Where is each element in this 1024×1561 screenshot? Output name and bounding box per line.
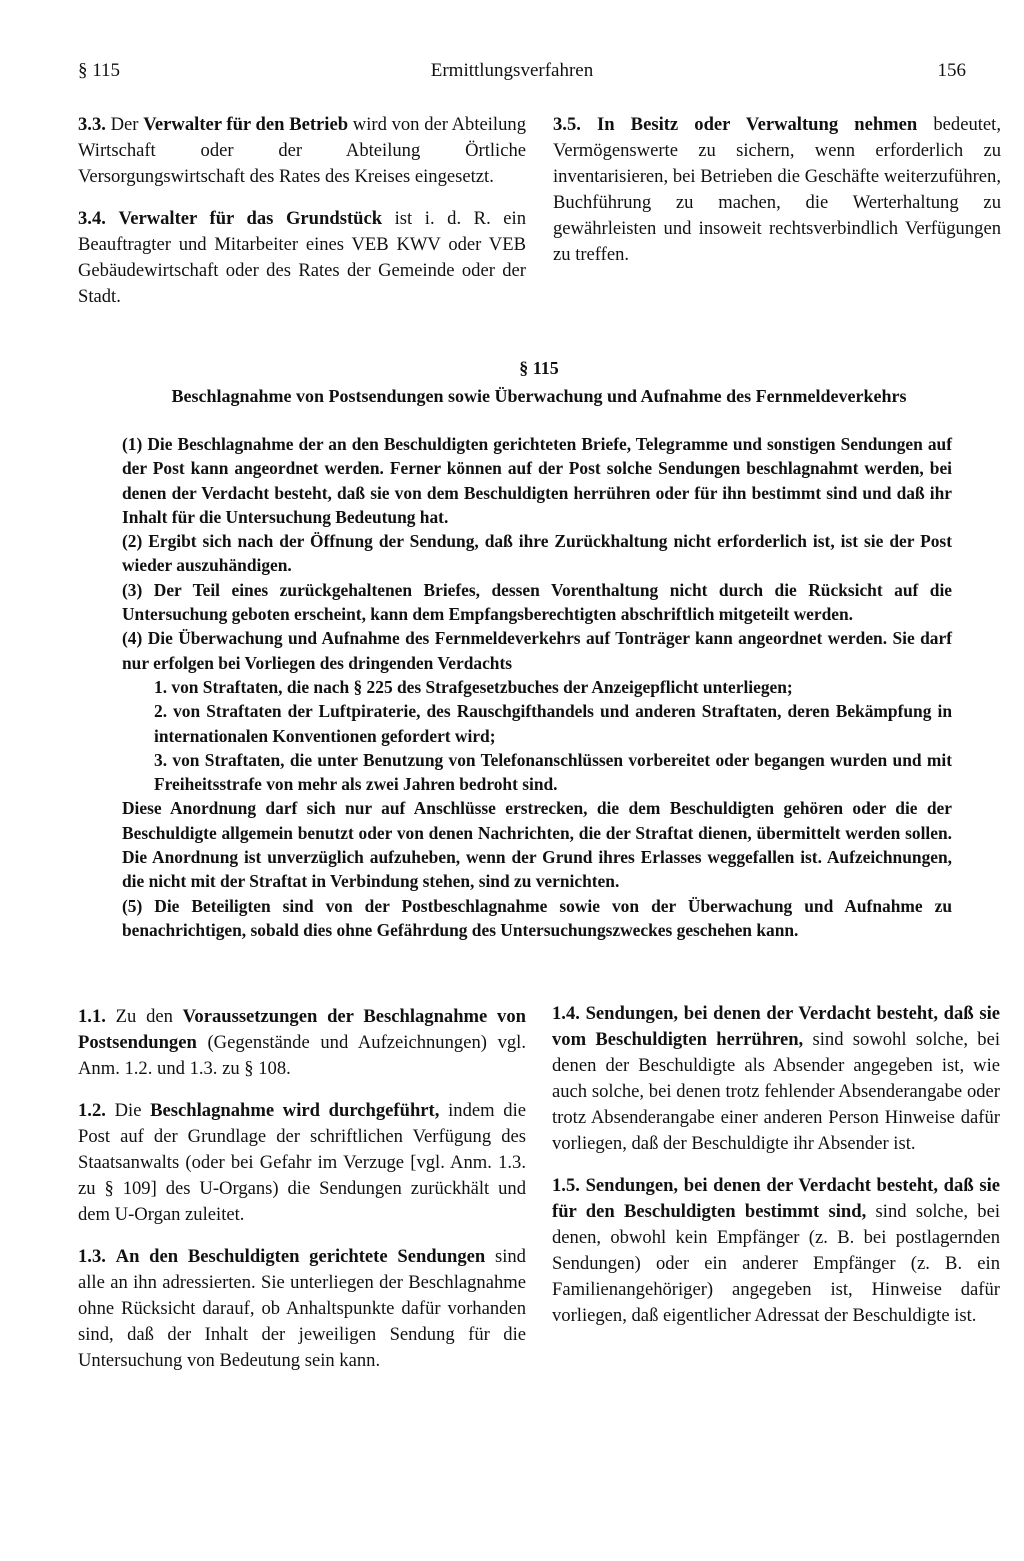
commentary-note xyxy=(552,1001,1000,1157)
statute-list-item: 1. von Straftaten, die nach § 225 des Strafgesetzbuches der Anzeigepflicht unterliegen; xyxy=(154,676,793,697)
statute-paragraph: (1) Die Beschlagnahme der an den Beschuldigten gerichteten Briefe, Telegramme und sonstigen Sendungen auf der Post kann angeordnet werden. Ferner können auf der Post solche Sendungen beschlagnahmt werden, bei denen der Verdacht besteht, daß sie von dem Beschuldigten herrühren oder für ihn bestimmt sind und daß ihr Inhalt für die Untersuchung Bedeutung hat. xyxy=(122,434,952,527)
note-number: 1.3. xyxy=(78,1246,106,1267)
running-head-section: § 115 xyxy=(78,60,121,81)
statute-paragraph: (5) Die Beteiligten sind von der Postbeschlagnahme sowie von der Überwachung und Aufnahme zu benachrichtigen, sobald dies ohne Gefährdung des Untersuchungszweckes geschehen kann. xyxy=(122,895,952,940)
commentary-note xyxy=(78,1004,526,1082)
commentary-top-right-column xyxy=(553,112,1001,284)
commentary-top-left-column xyxy=(78,112,526,326)
section-heading xyxy=(78,354,1000,410)
note-text: sind alle an ihn adressierten. Sie unterliegen der Beschlagnahme ohne Rücksicht darauf, ob Anhaltspunkte dafür vorhanden sind, daß der Inhalt der jeweiligen Sendung für die Untersuchung von Bedeutung sein kann. xyxy=(78,1246,526,1371)
commentary-note xyxy=(78,1098,526,1228)
note-emphasis: Voraussetzungen der Beschlagnahme von Postsendungen xyxy=(78,1006,526,1053)
statute-paragraph: (4) Die Überwachung und Aufnahme des Fernmeldeverkehrs auf Tonträger kann angeordnet werden. Sie darf nur erfolgen bei Vorliegen des dringenden Verdachts xyxy=(122,628,952,673)
note-text: Der xyxy=(110,114,144,135)
statute-paragraph: (3) Der Teil eines zurückgehaltenen Briefes, dessen Vorenthaltung nicht durch die Rücksicht auf die Untersuchung geboten erscheint, kann dem Empfangsberechtigten abschriftlich mitgeteilt werden. xyxy=(122,579,952,625)
note-number: 1.4. xyxy=(552,1003,580,1024)
note-emphasis: An den Beschuldigten gerichtete Sendungen xyxy=(115,1246,486,1267)
note-text: ist i. d. R. ein Beauftragter und Mitarbeiter eines VEB KWV oder VEB Gebäudewirtschaft oder des Rates der Gemeinde oder der Stadt. xyxy=(78,208,526,307)
statute-list-item: 2. von Straftaten der Luftpiraterie, des Rauschgifthandels und anderen Straftaten, deren Bekämpfung in internationalen Konventionen gefordert wird; xyxy=(154,701,952,746)
note-text: (Gegenstände und Aufzeichnungen) vgl. Anm. 1.2. und 1.3. zu § 108. xyxy=(78,1032,526,1079)
page-number: 156 xyxy=(937,60,966,81)
note-number: 3.3. xyxy=(78,114,106,135)
note-emphasis: In Besitz oder Verwaltung nehmen xyxy=(597,114,918,135)
commentary-note xyxy=(78,206,526,310)
commentary-note xyxy=(78,1244,526,1374)
note-number: 1.2. xyxy=(78,1100,106,1121)
statute-paragraph: Diese Anordnung darf sich nur auf Anschlüsse erstrecken, die dem Beschuldigten gehören oder die der Beschuldigte allgemein benutzt oder von denen Nachrichten, die der Straftat dienen, übermittelt werden sollen. Die Anordnung ist unverzüglich aufzuheben, wenn der Grund ihres Erlasses weggefallen ist. Aufzeichnungen, die nicht mit der Straftat in Verbindung stehen, sind zu vernichten. xyxy=(122,798,952,892)
note-text: wird von der Abteilung Wirtschaft oder der Abteilung Örtliche Versorgungswirtschaft des Rates des Kreises eingesetzt. xyxy=(78,114,526,187)
note-text: indem die Post auf der Grundlage der schriftlichen Verfügung des Staatsanwalts (oder bei Gefahr im Verzuge [vgl. Anm. 1.3. zu § 109] des U-Organs) die Sendungen zurückhält und dem U-Organ zuleitet. xyxy=(78,1100,526,1225)
note-text: sind solche, bei denen, obwohl kein Empfänger (z. B. bei postlagernden Sendungen) oder ein anderer Empfänger (z. B. ein Familienangehöriger) angegeben ist, Hinweise dafür vorliegen, daß eigentlicher Adressat der Beschuldigte ist. xyxy=(552,1201,1000,1326)
commentary-note xyxy=(553,112,1001,268)
commentary-note xyxy=(552,1173,1000,1329)
commentary-bottom-left-column xyxy=(78,1004,526,1390)
running-head-title: Ermittlungsverfahren xyxy=(430,60,594,81)
note-emphasis: Verwalter für das Grundstück xyxy=(118,208,383,229)
statute-paragraph: (2) Ergibt sich nach der Öffnung der Sendung, daß ihre Zurückhaltung nicht erforderlich ist, ist sie der Post wieder auszuhändigen. xyxy=(122,531,952,576)
commentary-bottom-right-column xyxy=(552,1001,1000,1345)
note-number: 3.4. xyxy=(78,208,106,229)
note-number: 1.5. xyxy=(552,1175,580,1196)
section-number: § 115 xyxy=(519,358,559,378)
note-text: Zu den xyxy=(115,1006,183,1027)
statute-text xyxy=(122,432,952,942)
note-text: sind sowohl solche, bei denen der Beschuldigte als Absender angegeben ist, wie auch solche, bei denen trotz fehlender Absenderangabe oder trotz Absenderangabe einer anderen Person Hinweise dafür vorliegen, daß der Beschuldigte ihr Absender ist. xyxy=(552,1029,1000,1154)
note-text: bedeutet, Vermögenswerte zu sichern, wenn erforderlich zu inventarisieren, bei Betrieben die Geschäfte weiterzuführen, Buchführung zu machen, die Werterhaltung zu gewährleisten und insoweit rechtsverbindlich Verfügungen zu treffen. xyxy=(553,114,1001,265)
note-number: 1.1. xyxy=(78,1006,106,1027)
section-title: Beschlagnahme von Postsendungen sowie Überwachung und Aufnahme des Fernmeldeverkehrs xyxy=(171,386,907,406)
statute-list-item: 3. von Straftaten, die unter Benutzung von Telefonanschlüssen vorbereitet oder begangen wurden und mit Freiheitsstrafe von mehr als zwei Jahren bedroht sind. xyxy=(154,749,952,795)
note-emphasis: Sendungen, bei denen der Verdacht besteht, daß sie für den Beschuldigten bestimmt sind, xyxy=(552,1175,1000,1222)
note-number: 3.5. xyxy=(553,114,581,135)
commentary-note xyxy=(78,112,526,190)
note-text: Die xyxy=(114,1100,151,1121)
note-emphasis: Sendungen, bei denen der Verdacht besteht, daß sie vom Beschuldigten herrühren, xyxy=(552,1003,1000,1050)
note-emphasis: Verwalter für den Betrieb xyxy=(143,114,349,135)
note-emphasis: Beschlagnahme wird durchgeführt, xyxy=(150,1100,440,1121)
